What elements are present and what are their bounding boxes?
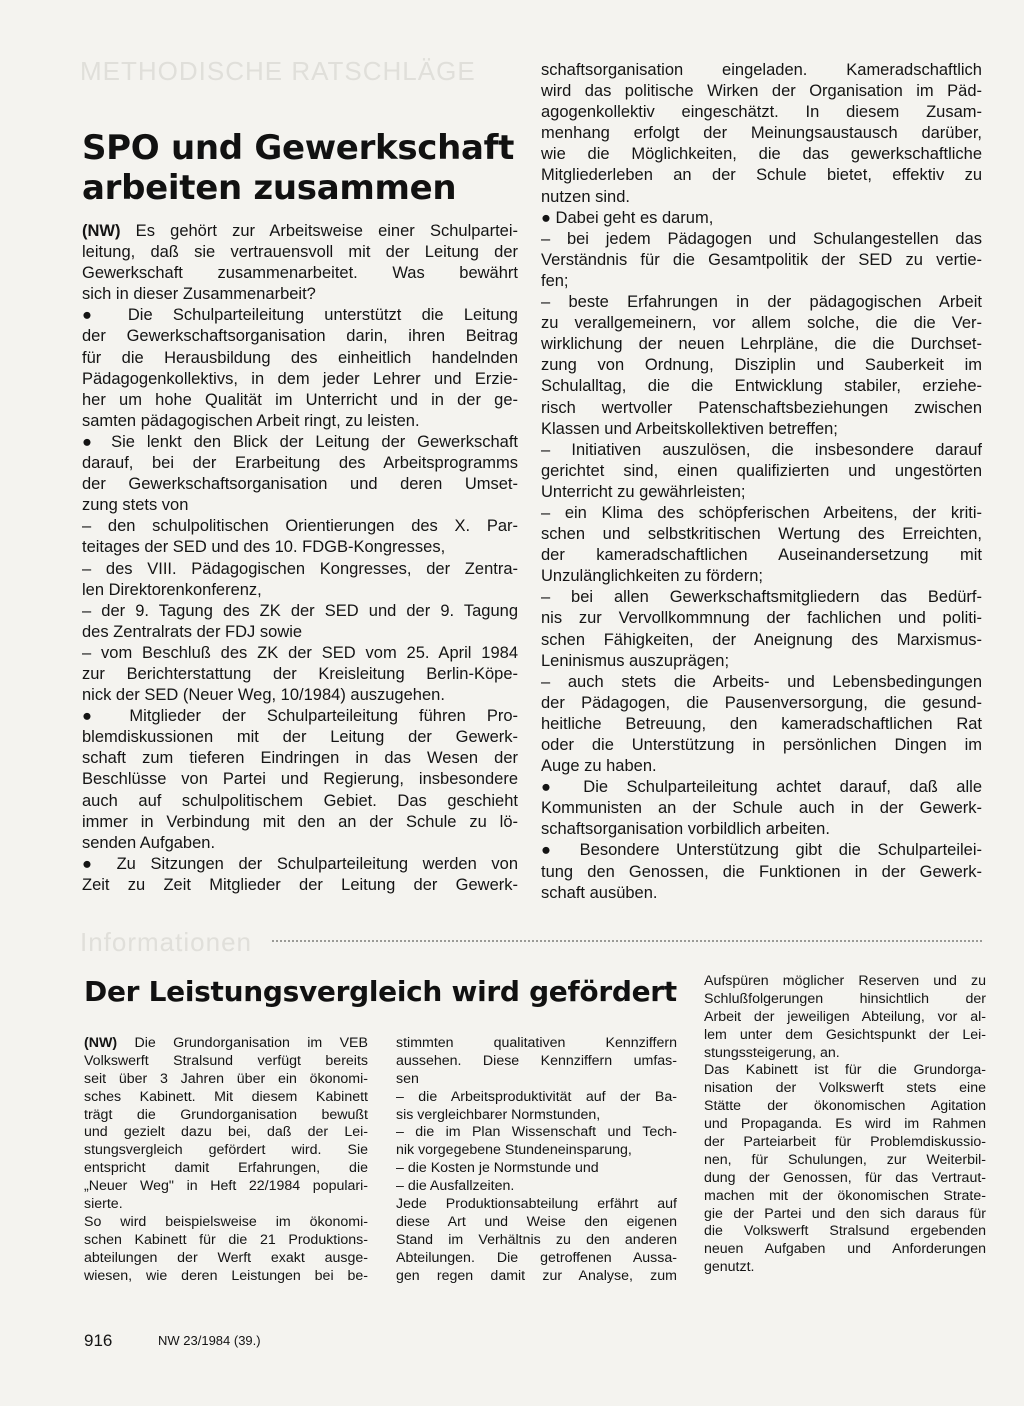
text-line (82, 348, 518, 369)
text-line-content: – des VIII. Pädagogischen Kongresses, der Zentra- (82, 559, 518, 578)
text-line (704, 1062, 986, 1080)
text-line-content: tung den Genossen, die Funktionen in der Gewerk- (541, 862, 982, 881)
text-line-content: len Direktorenkonferenz, (82, 580, 262, 599)
text-line (541, 271, 982, 292)
text-line-content: schaftsorganisation eingeladen. Kameradschaftlich (541, 61, 982, 79)
text-line-content: – die Ausfallzeiten. (396, 1178, 515, 1195)
text-line-content: Beschlüsse von Partei und Regierung, insbesondere (82, 770, 518, 789)
text-line-content: diese Art und Weise den eigenen (396, 1213, 677, 1230)
text-line-content: samten pädagogischen Arbeit ringt, zu leisten. (82, 411, 420, 430)
text-line-content: Unterricht zu gewährleisten; (541, 482, 746, 501)
text-line (396, 1214, 677, 1232)
text-line (704, 1241, 986, 1259)
text-line-content: zu verallgemeinern, vor allem solche, die die Ver- (541, 314, 982, 333)
text-line (82, 580, 518, 601)
text-line (82, 601, 518, 622)
text-line-content: heitliche Betreuung, den kameradschaftlichen Rat (541, 714, 982, 733)
text-line-content: immer in Verbindung mit den an der Schule zu lö- (82, 812, 518, 831)
article2-column-1 (84, 1035, 368, 1285)
text-line (82, 664, 518, 685)
text-line (82, 643, 518, 664)
text-line-content: Unzulänglichkeiten zu fördern; (541, 567, 763, 586)
text-line (82, 284, 518, 305)
text-line (704, 1223, 986, 1241)
text-line-content: risch wertvoller Patenschaftsbeziehungen zwischen (541, 398, 982, 417)
text-line (82, 495, 518, 516)
text-line-content: nisation der Volkswerft stets eine (704, 1080, 986, 1097)
text-line (541, 398, 982, 419)
text-line (82, 326, 518, 347)
text-line-content: Schulalltag, die die Entwicklung stabiler, erziehe- (541, 377, 982, 396)
text-line-content: nik vorgegebene Stundeneinsparung, (396, 1142, 632, 1159)
text-line-content: – die Kosten je Normstunde und (396, 1160, 599, 1177)
text-line (541, 229, 982, 250)
text-line (541, 292, 982, 313)
text-line (541, 503, 982, 524)
text-line-content: senden Aufgaben. (82, 833, 216, 852)
text-line (541, 883, 982, 904)
text-line (396, 1232, 677, 1250)
text-line (84, 1142, 368, 1160)
text-line (704, 1134, 986, 1152)
text-line-content: des Zentralrats der FDJ sowie (82, 622, 303, 641)
text-line (541, 545, 982, 566)
text-line (396, 1053, 677, 1071)
text-line-content: Es gehört zur Arbeitsweise einer Schulpartei- (120, 222, 518, 240)
text-line (396, 1035, 677, 1053)
text-line-content: – die Arbeitsproduktivität auf der Ba- (396, 1088, 677, 1105)
text-line-content: aussehen. Diese Kennziffern umfas- (396, 1052, 677, 1069)
text-line-content: Das Kabinett ist für die Grundorga- (704, 1062, 986, 1079)
text-line-content: Leninismus auszuprägen; (541, 651, 730, 670)
text-line-content: der Gewerkschaftsorganisation und deren Umset- (82, 475, 518, 494)
text-line-content: Zeit zu Zeit Mitglieder der Leitung der Gewerk- (82, 875, 518, 894)
text-line (396, 1071, 677, 1089)
text-line (396, 1178, 677, 1196)
text-line (396, 1124, 677, 1142)
issue-reference: NW 23/1984 (39.) (158, 1333, 261, 1348)
text-line-content: gie der Partei und den sich daraus für (704, 1205, 986, 1222)
text-line-content: ● Die Schulparteileitung unterstützt die Leitung (82, 306, 518, 325)
article2-headline (84, 973, 677, 1011)
text-line (541, 461, 982, 482)
text-line (82, 706, 518, 727)
text-line (82, 854, 518, 875)
text-line-content: entspricht damit Erfahrungen, die (84, 1160, 368, 1177)
text-line (82, 263, 518, 284)
text-line-content: ● Sie lenkt den Blick der Leitung der Gewerkschaft (82, 432, 518, 451)
text-line-content: Abteilungen. Die getroffenen Aussa- (396, 1249, 677, 1266)
text-line-content: sches Kabinett. Mit diesem Kabinett (84, 1088, 368, 1105)
article1-headline-line-2: arbeiten zusammen (82, 168, 457, 208)
text-line (541, 419, 982, 440)
text-line-content: menhang erfolgt der Meinungsaustausch darüber, (541, 124, 982, 143)
text-line (704, 1206, 986, 1224)
text-line (541, 334, 982, 355)
text-line-content: Stand im Verhältnis zu den anderen (396, 1231, 677, 1248)
text-line (541, 208, 982, 229)
text-line (541, 250, 982, 271)
text-line (541, 819, 982, 840)
text-line (704, 1259, 986, 1277)
text-line-content: sen (396, 1070, 419, 1087)
text-line-content: ● Dabei geht es darum, (541, 208, 714, 227)
text-line-content: leitung, daß sie vertrauensvoll mit der Leitung der (82, 243, 518, 262)
text-line (396, 1250, 677, 1268)
text-line-content: der Gewerkschaftsorganisation darin, ihren Beitrag (82, 327, 518, 346)
text-line-content: seit über 3 Jahren über ein ökonomi- (84, 1070, 368, 1087)
text-line-content: wiesen, wie deren Leistungen bei be- (84, 1267, 368, 1284)
text-line-content: gerichtet sind, einen qualifizierten und ungestörten (541, 461, 982, 480)
text-line-content: – Initiativen auszulösen, die insbesondere darauf (541, 440, 982, 459)
text-line-content: stungssteigerung, an. (704, 1044, 840, 1061)
section-label-informationen: Informationen (80, 927, 252, 957)
text-line-content: wirklichung der neuen Lehrpläne, die die Durchset- (541, 335, 982, 354)
text-line (84, 1124, 368, 1142)
text-line (396, 1268, 677, 1286)
text-line-content: schaft zum tieferen Eindringen in das Wesen der (82, 749, 518, 768)
text-line (541, 735, 982, 756)
text-line-content: Jede Produktionsabteilung erfährt auf (396, 1196, 677, 1213)
text-line (541, 376, 982, 397)
text-line (541, 165, 982, 186)
text-line (541, 440, 982, 461)
text-line-content: ● Besondere Unterstützung gibt die Schulparteilei- (541, 841, 982, 860)
text-line-content: nen, für Schulungen, zur Weiterbil- (704, 1151, 986, 1168)
text-line-content: sich in dieser Zusammenarbeit? (82, 285, 316, 304)
text-line (704, 1170, 986, 1188)
text-line (82, 875, 518, 896)
text-line (541, 482, 982, 503)
section-label-methodische-ratschlaege: METHODISCHE RATSCHLÄGE (80, 56, 476, 86)
text-line-content: auch auf schulpolitischem Gebiet. Das geschieht (82, 791, 518, 810)
text-line (704, 1098, 986, 1116)
article1-headline-line-1: SPO und Gewerkschaft (82, 128, 515, 168)
text-line (396, 1089, 677, 1107)
text-line-content: darauf, bei der Erarbeitung des Arbeitsprogramms (82, 454, 518, 473)
nw-source-tag: (NW) (84, 1035, 118, 1051)
text-line (82, 812, 518, 833)
text-line (541, 123, 982, 144)
text-line (704, 1080, 986, 1098)
text-line (82, 791, 518, 812)
text-line (82, 411, 518, 432)
article2-headline-text: Der Leistungsvergleich wird gefördert (84, 975, 677, 1008)
text-line-content: neuen Aufgaben und Anforderungen (704, 1241, 986, 1258)
text-line (82, 369, 518, 390)
text-line (541, 355, 982, 376)
text-line-content: blemdiskussionen mit der Leitung der Gewerk- (82, 728, 518, 747)
text-line-content: schen Fähigkeiten, der Aneignung des Marxismus- (541, 630, 982, 649)
text-line (82, 221, 518, 242)
text-line-content: Volkswerft Stralsund verfügt bereits (84, 1052, 368, 1069)
text-line (541, 102, 982, 123)
text-line-content: machen mit der ökonomischen Strate- (704, 1187, 986, 1204)
text-line (541, 524, 982, 545)
text-line (396, 1142, 677, 1160)
text-line (541, 566, 982, 587)
text-line (84, 1232, 368, 1250)
text-line (82, 559, 518, 580)
text-line-content: – auch stets die Arbeits- und Lebensbedingungen (541, 672, 982, 691)
text-line (541, 187, 982, 208)
text-line-content: gen regen damit zur Analyse, zum (396, 1267, 677, 1284)
text-line (704, 1027, 986, 1045)
text-line-content: her um hohe Qualität im Unterricht und in der ge- (82, 390, 518, 409)
text-line (541, 862, 982, 883)
text-line-content: abteilungen der Werft exakt ausge- (84, 1249, 368, 1266)
text-line-content: Stätte der ökonomischen Agitation (704, 1098, 986, 1115)
text-line (82, 769, 518, 790)
text-line-content: Auge zu haben. (541, 757, 657, 776)
text-line (84, 1250, 368, 1268)
article1-headline (82, 128, 514, 208)
text-line (541, 60, 982, 81)
text-line-content: stimmten qualitativen Kennziffern (396, 1035, 677, 1051)
text-line (396, 1160, 677, 1178)
text-line (84, 1196, 368, 1214)
text-line (541, 587, 982, 608)
text-line-content: – der 9. Tagung des ZK der SED und der 9. Tagung (82, 601, 518, 620)
text-line-content: Kommunisten an der Schule auch in der Gewerk- (541, 799, 982, 818)
text-line (541, 693, 982, 714)
text-line (541, 798, 982, 819)
text-line-content: ● Zu Sitzungen der Schulparteileitung werden von (82, 854, 518, 873)
text-line (82, 685, 518, 706)
article1-column-2 (541, 60, 982, 904)
text-line (84, 1214, 368, 1232)
text-line (82, 305, 518, 326)
text-line-content: sierte. (84, 1196, 123, 1213)
text-line-content: teitages der SED und des 10. FDGB-Kongresses, (82, 538, 446, 557)
text-line-content: schen und selbstkritischen Wertung des Erreichten, (541, 525, 982, 544)
text-line-content: schaft ausüben. (541, 883, 658, 902)
text-line (82, 622, 518, 643)
text-line-content: – vom Beschluß des ZK der SED vom 25. April 1984 (82, 643, 518, 662)
text-line (82, 242, 518, 263)
text-line (704, 1045, 986, 1063)
text-line (84, 1160, 368, 1178)
text-line-content: – die im Plan Wissenschaft und Tech- (396, 1124, 677, 1141)
text-line (541, 630, 982, 651)
text-line (84, 1107, 368, 1125)
text-line (82, 748, 518, 769)
text-line-content: – den schulpolitischen Orientierungen des X. Par- (82, 517, 518, 536)
text-line-content: „Neuer Weg" in Heft 22/1984 populari- (84, 1178, 368, 1195)
text-line (704, 991, 986, 1009)
text-line-content: agogenkollektiv eingeschätzt. In diesem Zusam- (541, 103, 982, 122)
text-line-content: Mitgliederleben an der Schule bietet, effektiv zu (541, 166, 982, 185)
text-line-content: wie die Möglichkeiten, die das gewerkschaftliche (541, 145, 982, 164)
text-line (84, 1071, 368, 1089)
text-line-content: zung stets von (82, 496, 189, 515)
text-line (541, 651, 982, 672)
text-line-content: zung von Ordnung, Disziplin und Sauberkeit im (541, 356, 982, 375)
text-line (704, 1188, 986, 1206)
text-line (82, 516, 518, 537)
text-line (704, 973, 986, 991)
article2-column-2 (396, 1035, 677, 1285)
text-line (82, 453, 518, 474)
section-divider-rule (272, 940, 984, 942)
text-line (704, 1116, 986, 1134)
text-line (541, 714, 982, 735)
text-line-content: die Volkswerft Stralsund ergebenden (704, 1223, 986, 1240)
text-line (82, 537, 518, 558)
text-line-content: schen Kabinett für die 21 Produktions- (84, 1231, 368, 1248)
text-line (541, 81, 982, 102)
text-line (82, 390, 518, 411)
text-line (541, 672, 982, 693)
text-line-content: nis zur Vervollkommnung der fachlichen und politi- (541, 609, 982, 628)
text-line-content: lem unter dem Gesichtspunkt der Lei- (704, 1026, 986, 1043)
text-line (82, 432, 518, 453)
text-line-content: wird das politische Wirken der Organisation im Päd- (541, 82, 982, 101)
text-line (541, 840, 982, 861)
text-line-content: trägt die Grundorganisation bewußt (84, 1106, 368, 1123)
text-line-content: der Pädagogen, die Pausenversorgung, die gesund- (541, 693, 982, 712)
text-line-content: Schlußfolgerungen hinsichtlich der (704, 990, 986, 1007)
text-line (541, 313, 982, 334)
text-line-content: – bei jedem Pädagogen und Schulangestellen das (541, 229, 982, 248)
text-line-content: stungsvergleich gefördert wird. Sie (84, 1142, 368, 1159)
text-line-content: zur Berichterstattung der Kreisleitung Berlin-Köpe- (82, 664, 518, 683)
text-line-content: für die Herausbildung des einheitlich handelnden (82, 348, 518, 367)
text-line (541, 777, 982, 798)
text-line (541, 756, 982, 777)
text-line (84, 1053, 368, 1071)
text-line (84, 1178, 368, 1196)
text-line (541, 144, 982, 165)
text-line (704, 1009, 986, 1027)
text-line-content: nick der SED (Neuer Weg, 10/1984) auszugehen. (82, 686, 445, 705)
text-line (704, 1152, 986, 1170)
text-line-content: Verständnis für die Gesamtpolitik der SED zu vertie- (541, 250, 982, 269)
nw-source-tag: (NW) (82, 222, 121, 240)
text-line-content: ● Die Schulparteileitung achtet darauf, daß alle (541, 778, 982, 797)
text-line (82, 833, 518, 854)
text-line-content: oder die Unterstützung in persönlichen Dingen im (541, 736, 982, 754)
text-line-content: Gewerkschaft zusammenarbeitet. Was bewährt (82, 264, 518, 283)
text-line-content: Die Grundorganisation im VEB (117, 1035, 368, 1051)
text-line-content: der Parteiarbeit für Problemdiskussio- (704, 1134, 986, 1151)
text-line (82, 727, 518, 748)
text-line-content: und Propaganda. Es wird im Rahmen (704, 1116, 986, 1133)
article1-column-1 (82, 221, 518, 896)
text-line-content: Klassen und Arbeitskollektiven betreffen; (541, 419, 838, 438)
text-line-content: ● Mitglieder der Schulparteileitung führen Pro- (82, 707, 518, 726)
text-line-content: fen; (541, 271, 569, 290)
text-line (84, 1268, 368, 1286)
text-line-content: genutzt. (704, 1259, 755, 1276)
text-line (396, 1196, 677, 1214)
text-line-content: – beste Erfahrungen in der pädagogischen Arbeit (541, 293, 982, 312)
text-line-content: nutzen sind. (541, 187, 630, 206)
text-line-content: – ein Klima des schöpferischen Arbeitens, der kriti- (541, 503, 982, 522)
text-line-content: Arbeit der jeweiligen Abteilung, vor al- (704, 1008, 986, 1025)
page-number: 916 (84, 1331, 113, 1350)
text-line (541, 608, 982, 629)
text-line-content: dung der Genossen, für das Vertraut- (704, 1169, 986, 1186)
text-line-content: So wird beispielsweise im ökonomi- (84, 1213, 368, 1230)
text-line (84, 1035, 368, 1053)
text-line (84, 1089, 368, 1107)
text-line-content: Aufspüren möglicher Reserven und zu (704, 973, 986, 989)
text-line-content: sis vergleichbarer Normstunden, (396, 1106, 601, 1123)
text-line-content: und gezielt dazu bei, daß der Lei- (84, 1124, 368, 1141)
text-line-content: Pädagogenkollektivs, in dem jeder Lehrer und Erzie- (82, 369, 518, 388)
article2-column-3 (704, 973, 986, 1277)
text-line-content: – bei allen Gewerkschaftsmitgliedern das Bedürf- (541, 588, 982, 607)
text-line-content: schaftsorganisation vorbildlich arbeiten. (541, 820, 830, 839)
text-line (82, 474, 518, 495)
text-line (396, 1107, 677, 1125)
text-line-content: der kameradschaftlichen Auseinandersetzung mit (541, 546, 982, 565)
